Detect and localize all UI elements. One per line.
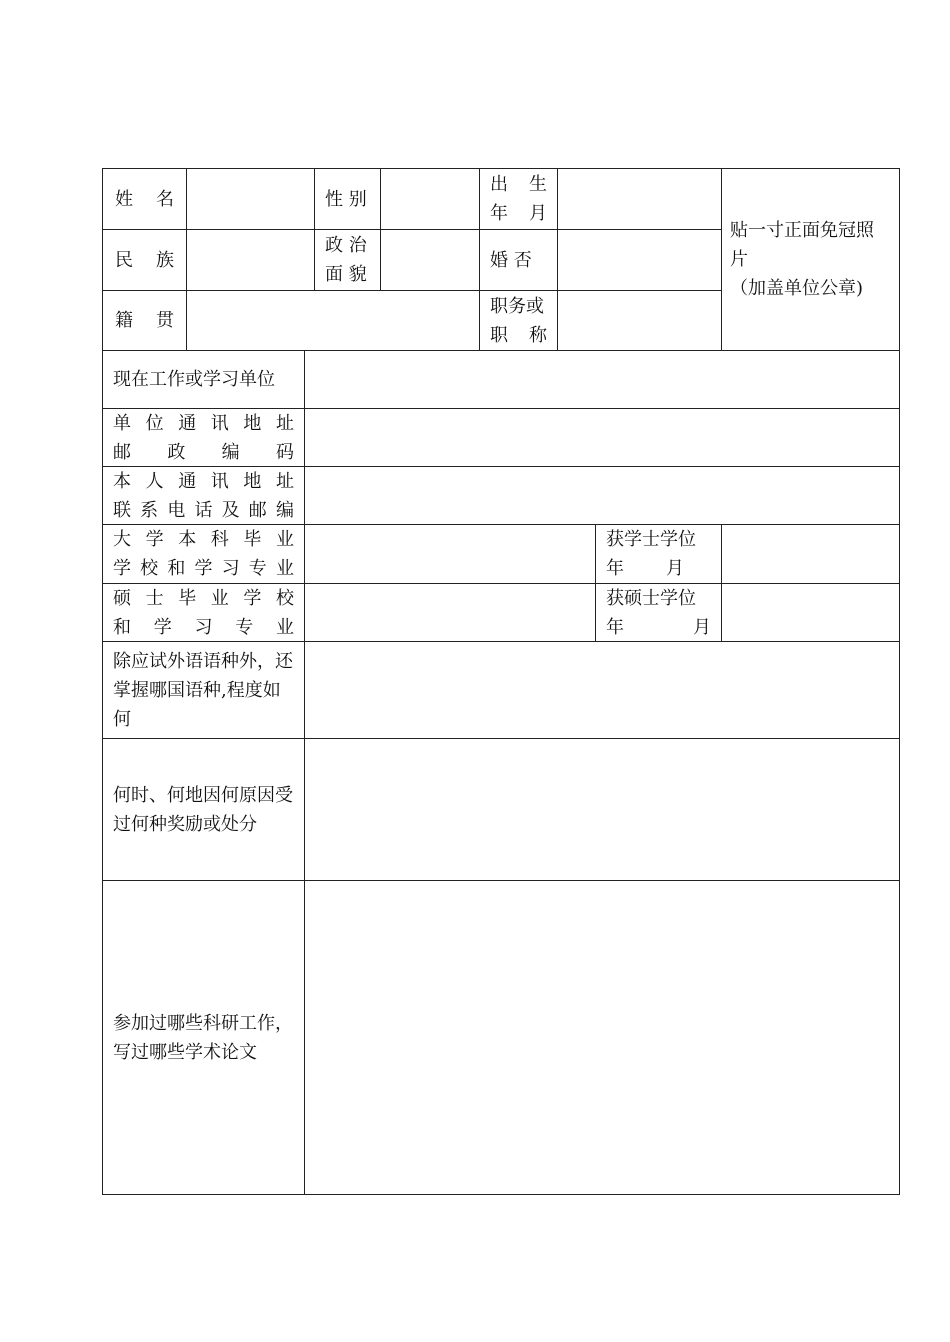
personal-address-label xyxy=(103,467,304,524)
undergrad-major-char-6: 专 xyxy=(248,558,267,579)
political-label-line-2: 面 貌 xyxy=(325,264,367,285)
political-label xyxy=(315,230,380,290)
title-label-char-2: 称 xyxy=(529,324,547,346)
ethnicity-label-char-1: 民 xyxy=(115,249,133,271)
political-field[interactable] xyxy=(381,230,479,290)
bachelor-degree-field[interactable] xyxy=(722,525,899,583)
title-label xyxy=(480,291,557,350)
birth-label xyxy=(480,169,557,229)
language-field[interactable] xyxy=(305,642,899,738)
undergrad-char-4: 科 xyxy=(210,529,229,550)
master-year-label: 年 xyxy=(606,616,624,638)
undergrad-char-5: 毕 xyxy=(243,529,262,550)
personal-address-char-2: 人 xyxy=(145,470,164,492)
unit-address-label xyxy=(103,409,304,466)
bachelor-degree-line-1: 获学士学位 xyxy=(606,529,696,550)
bachelor-degree-label xyxy=(596,525,721,583)
master-major-char-3: 习 xyxy=(194,616,213,638)
contact-char-3: 电 xyxy=(167,499,186,521)
award-label xyxy=(103,739,304,880)
research-field[interactable] xyxy=(305,881,899,1194)
undergrad-major-char-5: 习 xyxy=(221,558,240,579)
personal-address-char-4: 讯 xyxy=(210,470,229,492)
photo-instruction: 贴一寸正面免冠照片 xyxy=(730,220,874,270)
unit-address-char-3: 通 xyxy=(178,412,197,434)
workplace-field[interactable] xyxy=(305,351,899,408)
undergrad-major-char-4: 学 xyxy=(194,558,213,579)
contact-char-7: 编 xyxy=(275,499,294,521)
photo-box[interactable] xyxy=(722,169,899,350)
birth-label-char-2: 生 xyxy=(529,174,547,195)
postal-code-char-4: 码 xyxy=(275,441,294,463)
gender-label-text: 性 别 xyxy=(325,188,367,210)
master-degree-field[interactable] xyxy=(722,584,899,641)
unit-address-field[interactable] xyxy=(305,409,899,466)
master-field[interactable] xyxy=(305,584,595,641)
rule-right xyxy=(899,168,900,1195)
unit-address-char-6: 址 xyxy=(275,412,294,434)
name-label-char-1: 姓 xyxy=(115,188,133,210)
native-label-char-2: 贯 xyxy=(156,310,174,331)
undergrad-label xyxy=(103,525,304,583)
native-field[interactable] xyxy=(187,291,479,350)
undergrad-major-char-7: 业 xyxy=(275,558,294,579)
ethnicity-label xyxy=(103,230,186,290)
language-label xyxy=(103,642,304,738)
ethnicity-field[interactable] xyxy=(187,230,314,290)
undergrad-major-char-2: 校 xyxy=(140,558,159,579)
master-char-5: 学 xyxy=(243,587,262,609)
undergrad-char-1: 大 xyxy=(113,529,131,550)
postal-code-char-2: 政 xyxy=(167,441,186,463)
postal-code-char-1: 邮 xyxy=(113,441,131,463)
master-degree-line-1: 获硕士学位 xyxy=(606,587,696,609)
personal-address-char-1: 本 xyxy=(113,470,131,492)
master-major-char-5: 业 xyxy=(276,616,294,638)
personal-address-field[interactable] xyxy=(305,467,899,524)
master-degree-label xyxy=(596,584,721,641)
personal-address-char-3: 通 xyxy=(178,470,197,492)
marital-field[interactable] xyxy=(558,230,721,290)
unit-address-char-1: 单 xyxy=(113,412,131,434)
workplace-label-text: 现在工作或学习单位 xyxy=(113,369,275,390)
master-char-4: 业 xyxy=(210,587,229,609)
master-major-char-2: 学 xyxy=(153,616,172,638)
native-label xyxy=(103,291,186,350)
master-char-3: 毕 xyxy=(178,587,197,609)
rule-bottom xyxy=(102,1194,900,1195)
undergrad-char-6: 业 xyxy=(275,529,294,550)
gender-field[interactable] xyxy=(381,169,479,229)
bachelor-month-label: 月 xyxy=(666,558,684,579)
award-label-text: 何时、何地因何原因受过何种奖励或处分 xyxy=(113,784,293,835)
marital-label xyxy=(480,230,557,290)
unit-address-char-4: 讯 xyxy=(210,412,229,434)
name-label-char-2: 名 xyxy=(156,188,174,210)
title-label-line-1: 职务或 xyxy=(490,295,544,317)
political-label-line-1: 政 治 xyxy=(325,235,367,256)
award-field[interactable] xyxy=(305,739,899,880)
title-field[interactable] xyxy=(558,291,721,350)
contact-char-6: 邮 xyxy=(248,499,267,521)
personal-address-char-6: 址 xyxy=(275,470,294,492)
photo-stamp-note: （加盖单位公章) xyxy=(730,278,864,299)
master-major-char-4: 专 xyxy=(235,616,254,638)
ethnicity-label-char-2: 族 xyxy=(156,249,174,271)
personal-address-char-5: 地 xyxy=(243,470,262,492)
undergrad-field[interactable] xyxy=(305,525,595,583)
native-label-char-1: 籍 xyxy=(115,310,133,331)
research-label-text: 参加过哪些科研工作，写过哪些学术论文 xyxy=(113,1012,293,1063)
birth-field[interactable] xyxy=(558,169,721,229)
title-label-char-1: 职 xyxy=(490,324,508,346)
contact-char-5: 及 xyxy=(221,499,240,521)
undergrad-char-2: 学 xyxy=(145,529,164,550)
contact-char-1: 联 xyxy=(113,499,131,521)
unit-address-char-2: 位 xyxy=(145,412,164,434)
workplace-label xyxy=(103,351,304,408)
unit-address-char-5: 地 xyxy=(243,412,262,434)
undergrad-major-char-3: 和 xyxy=(167,558,186,579)
birth-label-char-4: 月 xyxy=(529,203,547,224)
master-month-label: 月 xyxy=(693,616,711,638)
birth-label-char-3: 年 xyxy=(490,203,508,224)
bachelor-year-label: 年 xyxy=(606,558,624,579)
name-field[interactable] xyxy=(187,169,314,229)
gender-label xyxy=(315,169,380,229)
contact-char-4: 话 xyxy=(194,499,213,521)
master-char-2: 士 xyxy=(145,587,164,609)
master-char-6: 校 xyxy=(275,587,294,609)
marital-label-text: 婚 否 xyxy=(490,249,532,271)
postal-code-char-3: 编 xyxy=(221,441,240,463)
language-label-text: 除应试外语语种外，还掌握哪国语种,程度如何 xyxy=(113,650,293,730)
contact-char-2: 系 xyxy=(140,499,159,521)
master-char-1: 硕 xyxy=(113,587,131,609)
undergrad-char-3: 本 xyxy=(178,529,197,550)
master-label xyxy=(103,584,304,641)
birth-label-char-1: 出 xyxy=(490,174,508,195)
name-label xyxy=(103,169,186,229)
research-label xyxy=(103,881,304,1194)
undergrad-major-char-1: 学 xyxy=(113,558,131,579)
master-major-char-1: 和 xyxy=(113,616,131,638)
